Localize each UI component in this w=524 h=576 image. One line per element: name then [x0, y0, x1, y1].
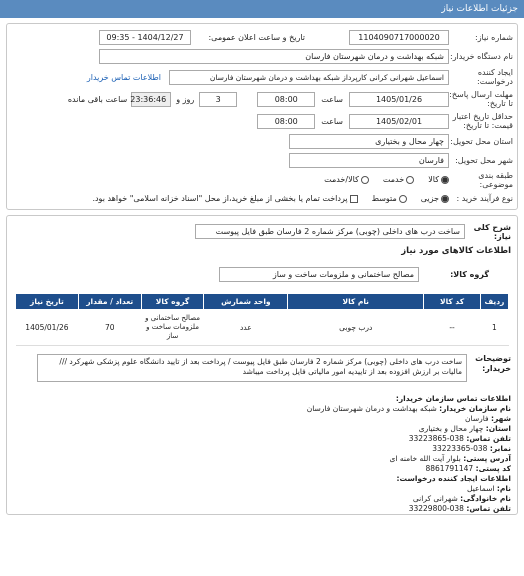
category-option-goods[interactable]: کالا: [428, 175, 449, 184]
col-group: گروه کالا: [141, 294, 204, 310]
radio-icon: [361, 176, 369, 184]
reply-deadline-row: [7, 89, 517, 109]
buyer-contact-link[interactable]: اطلاعات تماس خریدار: [86, 72, 161, 82]
cell-unit: عدد: [204, 310, 288, 346]
contact-line: تلفن تماس: 038-33229800: [408, 504, 511, 513]
cell-date: 1405/01/26: [16, 310, 79, 346]
buyer-contact-block: [7, 394, 517, 514]
contact-line: تلفن تماس: 038-33223865: [408, 434, 511, 443]
need-number-label: شماره نیاز:: [475, 33, 513, 42]
price-time-field: 08:00: [257, 114, 315, 129]
province-row: [7, 133, 517, 150]
notes-field: ساخت درب های داخلی (چوبی) مرکز شماره 2 فارسان طبق فایل پیوست / پرداخت بعد از تایید دانشگاه علوم پزشکی شهرکرد /// مالیات بر ارزش افزوده بعد از تاییدیه امور مالیاتی فایل پرداخت میباشد: [37, 354, 467, 382]
purchase-option-minor[interactable]: جزیی: [421, 194, 449, 203]
reply-deadline-label: مهلت ارسال پاسخ: تا تاریخ:: [449, 90, 513, 108]
summary-label: شرح کلی نیاز:: [473, 222, 511, 241]
col-row: ردیف: [480, 294, 508, 310]
remaining-label: ساعت باقی مانده: [67, 94, 128, 104]
announce-field: 1404/12/27 - 09:35: [99, 30, 191, 45]
goods-table: [15, 293, 509, 346]
city-row: [7, 152, 517, 169]
creator-contact-title: اطلاعات ایجاد کننده درخواست:: [396, 474, 511, 483]
goods-group-field: مصالح ساختمانی و ملزومات ساخت و ساز: [219, 267, 419, 282]
goods-panel: [6, 215, 518, 515]
contact-line: نام سازمان خریدار: شبکه بهداشت و درمان شهرستان فارسان: [306, 404, 511, 413]
contact-line: استان: چهار محال و بختیاری: [418, 424, 511, 433]
cell-group: مصالح ساختمانی و ملزومات ساخت و ساز: [141, 310, 204, 346]
price-date-field: 1405/02/01: [349, 114, 449, 129]
city-field: فارسان: [289, 153, 449, 168]
treasury-checkbox[interactable]: پرداخت تمام یا بخشی از مبلغ خرید،از محل "اسناد خزانه اسلامی" خواهد بود.: [92, 194, 357, 203]
notes-label: توضیحات خریدار:: [475, 354, 511, 373]
contact-line: نمابر: 038-33223365: [432, 444, 511, 453]
radio-icon: [399, 195, 407, 203]
reply-date-field: 1405/01/26: [349, 92, 449, 107]
table-row: [16, 310, 509, 346]
radio-icon: [406, 176, 414, 184]
purchase-option-medium[interactable]: متوسط: [372, 194, 407, 203]
cell-row: 1: [480, 310, 508, 346]
checkbox-icon: [350, 195, 358, 203]
cell-qty: 70: [78, 310, 141, 346]
page-title: جزئیات اطلاعات نیاز: [441, 4, 518, 14]
remaining-time-field: 23:36:46: [131, 92, 171, 107]
need-info-panel: [6, 23, 518, 210]
purchase-type-label: نوع فرآیند خرید :: [456, 194, 513, 203]
days-label: روز و: [176, 94, 195, 104]
page-header: [0, 0, 524, 18]
radio-selected-icon: [441, 176, 449, 184]
creator-row: [7, 67, 517, 87]
city-label: شهر محل تحویل:: [455, 156, 513, 165]
category-label: طبقه بندی موضوعی:: [478, 170, 513, 189]
col-date: تاریخ نیاز: [16, 294, 79, 310]
goods-table-header: [16, 294, 509, 310]
goods-section-title: اطلاعات کالاهای مورد نیاز: [401, 246, 511, 256]
category-option-both[interactable]: کالا/خدمت: [324, 175, 369, 184]
col-code: کد کالا: [424, 294, 481, 310]
contact-line: شهر: فارسان: [465, 414, 511, 423]
price-validity-row: [7, 111, 517, 131]
reply-time-label: ساعت: [321, 94, 343, 104]
summary-row: [7, 223, 517, 240]
goods-group-label: گروه کالا:: [450, 270, 489, 279]
contact-line: نام خانوادگی: شهرانی کرانی: [412, 494, 511, 503]
province-field: چهار محال و بختیاری: [289, 134, 449, 149]
price-time-label: ساعت: [321, 116, 343, 126]
summary-field: ساخت درب های داخلی (چوبی) مرکز شماره 2 فارسان طبق فایل پیوست: [195, 224, 465, 239]
col-name: نام کالا: [288, 294, 424, 310]
reply-time-field: 08:00: [257, 92, 315, 107]
province-label: استان محل تحویل:: [450, 137, 513, 146]
category-option-service[interactable]: خدمت: [383, 175, 414, 184]
announce-label: تاریخ و ساعت اعلان عمومی:: [208, 33, 305, 42]
col-unit: واحد شمارش: [204, 294, 288, 310]
buyer-contact-title: اطلاعات تماس سازمان خریدار:: [395, 394, 511, 403]
buyer-org-label: نام دستگاه خریدار:: [450, 52, 513, 61]
goods-group-row: [7, 266, 517, 283]
radio-selected-icon: [441, 195, 449, 203]
category-row: [7, 171, 517, 188]
buyer-org-field: شبکه بهداشت و درمان شهرستان فارسان: [99, 49, 449, 64]
days-field: 3: [199, 92, 237, 107]
col-qty: تعداد / مقدار: [78, 294, 141, 310]
contact-line: نام: اسماعیل: [467, 484, 511, 493]
contact-line: کد پستی: 8861791147: [425, 464, 511, 473]
cell-code: --: [424, 310, 481, 346]
notes-row: [7, 354, 517, 384]
cell-name: درب چوبی: [288, 310, 424, 346]
price-validity-label: حداقل تاریخ اعتبار قیمت: تا تاریخ:: [452, 112, 513, 130]
creator-field: اسماعیل شهرانی کرانی کارپرداز شبکه بهداشت و درمان شهرستان فارسان: [169, 70, 449, 85]
contact-line: آدرس پستی: بلوار آیت الله خامنه ای: [389, 454, 511, 463]
buyer-org-row: [7, 48, 517, 65]
need-number-row: [7, 29, 517, 46]
need-number-field: 1104090717000020: [349, 30, 449, 45]
creator-label: ایجاد کننده درخواست:: [477, 68, 513, 86]
purchase-type-row: [7, 190, 517, 207]
